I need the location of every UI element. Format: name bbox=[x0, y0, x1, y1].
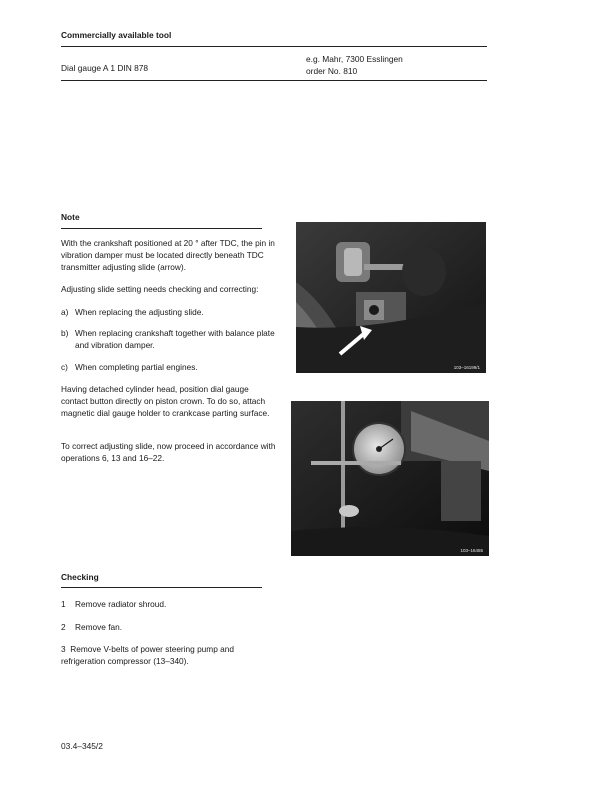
step-number: 1 bbox=[61, 599, 66, 609]
header-rule-bottom bbox=[61, 80, 487, 81]
figure-vibration-damper-photo bbox=[296, 222, 486, 373]
procedure-text: Having detached cylinder head, position dial gauge contact button directly on piston crown. To do so, attach magnetic dial gauge holder to crankcase parting surface. bbox=[61, 384, 270, 419]
step-text: Remove radiator shroud. bbox=[75, 599, 167, 609]
page-code: 03.4–345/2 bbox=[61, 741, 103, 751]
photo-illustration bbox=[296, 222, 486, 373]
checking-step bbox=[61, 643, 276, 667]
list-item-label: b) bbox=[61, 328, 69, 338]
supplier-line-1: e.g. Mahr, 7300 Esslingen bbox=[306, 54, 403, 64]
step-number: 3 bbox=[61, 644, 66, 654]
checking-heading: Checking bbox=[61, 572, 99, 582]
note-intro: With the crankshaft positioned at 20 ° after TDC, the pin in vibration damper must be located directly beneath TDC transmitter adjusting slide (arrow). bbox=[61, 238, 275, 273]
correct-text: To correct adjusting slide, now proceed in accordance with operations 6, 13 and 16–22. bbox=[61, 441, 276, 464]
step-text: Remove V-belts of power steering pump and refrigeration compressor (13–340). bbox=[61, 644, 234, 667]
step-number: 2 bbox=[61, 622, 66, 632]
figure-ref: 103–16455 bbox=[460, 548, 483, 553]
supplier-line-2: order No. 810 bbox=[306, 66, 358, 76]
list-item-text: When completing partial engines. bbox=[75, 362, 198, 372]
list-item-text: When replacing crankshaft together with balance plate and vibration damper. bbox=[75, 328, 275, 351]
note-rule bbox=[61, 228, 262, 229]
list-item-text: When replacing the adjusting slide. bbox=[75, 307, 204, 317]
list-item-label: a) bbox=[61, 307, 69, 317]
photo-illustration bbox=[291, 401, 489, 556]
figure-ref: 103–16199/1 bbox=[453, 365, 480, 370]
tool-name: Dial gauge A 1 DIN 878 bbox=[61, 63, 149, 73]
step-text: Remove fan. bbox=[75, 622, 123, 632]
section-title: Commercially available tool bbox=[61, 30, 172, 40]
note-heading: Note bbox=[61, 212, 80, 222]
check-intro: Adjusting slide setting needs checking and correcting: bbox=[61, 284, 259, 294]
checking-rule bbox=[61, 587, 262, 588]
list-item-label: c) bbox=[61, 362, 68, 372]
figure-dial-gauge-photo bbox=[291, 401, 489, 556]
header-rule-top bbox=[61, 46, 487, 47]
